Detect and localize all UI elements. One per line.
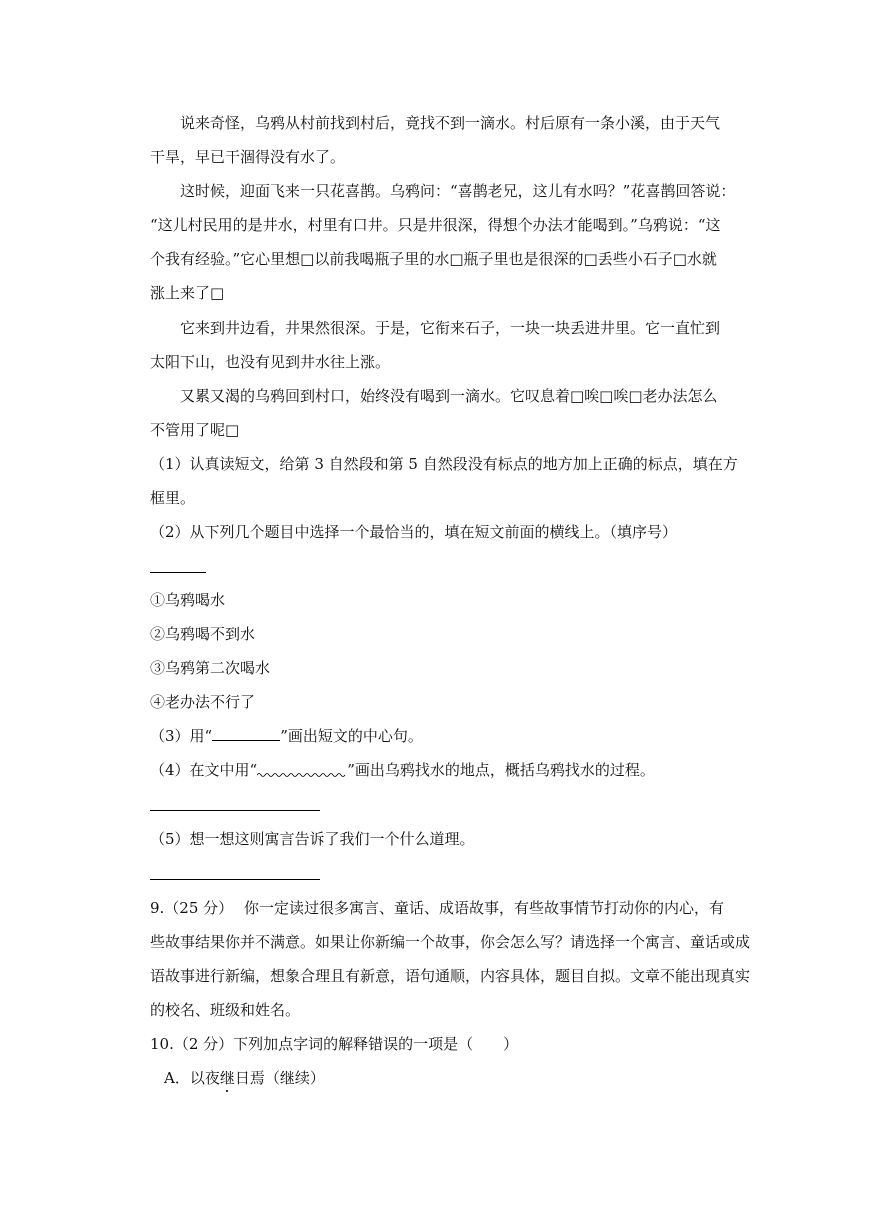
question-10-option-a [164,1068,325,1088]
passage-line: 不管用了呢□ [150,421,240,439]
question-3-suffix: ”画出短文的中心句。 [280,727,423,745]
question-10-stem: 10.（2 分）下列加点字词的解释错误的一项是（ ） [150,1035,519,1053]
question-9-line: 你一定读过很多寓言、童话、成语故事，有些故事情节打动你的内心，有 [244,899,725,917]
question-9-line: 些故事结果你并不满意。如果让你新编一个故事，你会怎么写？请选择一个寓言、童话或成 [150,933,751,951]
question-3-prefix: （3）用“ [150,727,213,745]
question-4-prefix: （4）在文中用“ [150,761,258,779]
option-2: ②乌鸦喝不到水 [150,625,256,643]
passage-line: “这儿村民用的是井水，村里有口井。只是井很深，得想个办法才能喝到。”乌鸦说：“这 [150,216,721,234]
answer-blank[interactable] [150,572,206,573]
question-1: （1）认真读短文，给第 3 自然段和第 5 自然段没有标点的地方加上正确的标点，填在方 [150,455,738,473]
question-1-cont: 框里。 [150,489,196,507]
straight-underline-sample [212,726,280,741]
question-9-line: 的校名、班级和姓名。 [150,1001,301,1019]
answer-blank[interactable] [150,879,320,880]
passage-line: 这时候，迎面飞来一只花喜鹊。乌鸦问：“喜鹊老兄，这儿有水吗？”花喜鹊回答说： [180,182,736,200]
question-5: （5）想一想这则寓言告诉了我们一个什么道理。 [150,830,475,848]
option-4: ④老办法不行了 [150,693,256,711]
question-4 [150,760,655,780]
option-a-prefix: A．以夜 [164,1069,220,1087]
question-4-suffix: ”画出乌鸦找水的地点，概括乌鸦找水的过程。 [347,761,655,779]
option-1: ①乌鸦喝水 [150,591,226,609]
passage-line: 个我有经验。”它心里想□以前我喝瓶子里的水□瓶子里也是很深的□丢些小石子□水就 [150,250,717,268]
passage-line: 又累又渴的乌鸦回到村口，始终没有喝到一滴水。它叹息着□唉□唉□老办法怎么 [180,387,718,405]
passage-line: 太阳下山，也没有见到井水往上涨。 [150,353,391,371]
question-9-line: 语故事进行新编，想象合理且有新意，语句通顺，内容具体，题目自拟。文章不能出现真实 [150,967,751,985]
question-3 [150,726,423,746]
passage-line: 它来到井边看，井果然很深。于是，它衔来石子，一块一块丢进井里。它一直忙到 [180,319,721,337]
question-2: （2）从下列几个题目中选择一个最恰当的，填在短文前面的横线上。（填序号） [150,523,678,541]
question-9-number: 9.（25 分） [150,899,234,917]
passage-line: 说来奇怪，乌鸦从村前找到村后，竟找不到一滴水。村后原有一条小溪，由于天气 [180,114,721,132]
answer-blank[interactable] [150,810,320,811]
passage-line: 干旱，早已干涸得没有水了。 [150,148,346,166]
dotted-character: 继 [219,1069,235,1087]
option-a-suffix: 日焉（继续） [234,1069,325,1087]
option-3: ③乌鸦第二次喝水 [150,659,271,677]
passage-line: 涨上来了□ [150,284,225,302]
wavy-underline-sample [257,761,347,775]
